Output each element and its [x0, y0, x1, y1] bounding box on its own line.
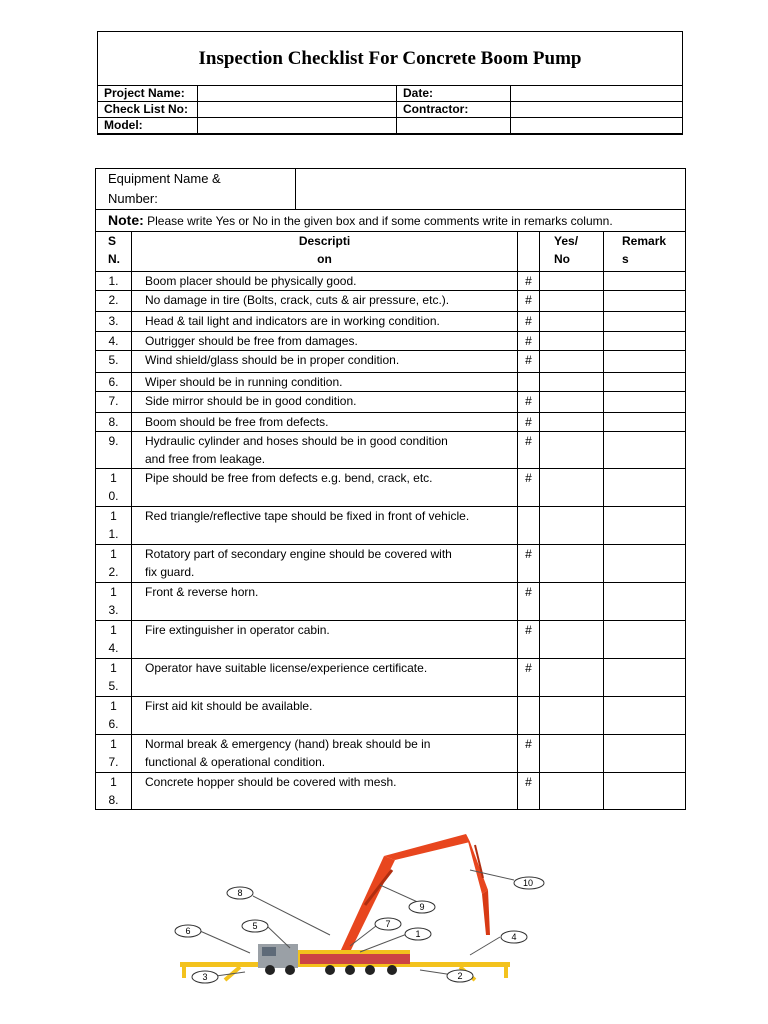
row-hash: #: [518, 469, 540, 507]
row-sn: [96, 312, 132, 332]
callout-8: [227, 887, 253, 899]
row-remarks-field[interactable]: [604, 659, 686, 697]
row-sn-line-2: 8.: [108, 793, 119, 807]
row-hash: #: [518, 773, 540, 810]
remarks-header-line-1: Remark: [622, 234, 667, 248]
equipment-label-line-1: Equipment Name &: [108, 171, 221, 186]
row-yes-no-field[interactable]: [540, 697, 604, 735]
table-row: [96, 545, 686, 583]
row-yes-no-field[interactable]: [540, 545, 604, 583]
row-description-line-1: Wind shield/glass should be in proper condition.: [145, 353, 400, 367]
row-sn-line-2: 2.: [108, 565, 119, 579]
row-yes-no-field[interactable]: [540, 373, 604, 392]
row-sn: [96, 332, 132, 351]
sn-header-line-2: N.: [108, 252, 120, 266]
row-sn-line-2: 4.: [108, 641, 119, 655]
boom-pump-diagram: [170, 830, 534, 985]
equipment-field[interactable]: [296, 169, 686, 210]
row-description: [132, 507, 518, 545]
row-yes-no-field[interactable]: [540, 469, 604, 507]
note-row: [96, 210, 686, 232]
hash-header: [518, 232, 540, 272]
row-sn: [96, 413, 132, 432]
row-hash: [518, 373, 540, 392]
check-list-no-label: Check List No:: [98, 102, 198, 118]
row-yes-no-field[interactable]: [540, 735, 604, 773]
note-text: Please write Yes or No in the given box and if some comments write in remarks column.: [143, 214, 613, 228]
row-description: [132, 272, 518, 291]
callout-4: [501, 931, 527, 943]
checklist-items: [96, 272, 686, 810]
callout-2-label: 2: [457, 971, 463, 981]
row-hash: #: [518, 413, 540, 432]
callout-1-label: 1: [415, 929, 421, 939]
row-hash: #: [518, 351, 540, 373]
row-sn-line-2: 3.: [108, 603, 119, 617]
row-description-line-1: Normal break & emergency (hand) break should be in: [145, 737, 431, 751]
table-row: [96, 735, 686, 773]
row-yes-no-field[interactable]: [540, 272, 604, 291]
row-description-line-1: Pipe should be free from defects e.g. bend, crack, etc.: [145, 471, 433, 485]
row-sn-line-1: 1: [110, 775, 117, 789]
row-description-line-1: First aid kit should be available.: [145, 699, 313, 713]
row-description: [132, 392, 518, 413]
row-description-line-1: Front & reverse horn.: [145, 585, 259, 599]
empty-field-cell[interactable]: [511, 118, 683, 134]
callout-1: [405, 928, 431, 940]
row-yes-no-field[interactable]: [540, 621, 604, 659]
project-name-field[interactable]: [198, 86, 397, 102]
row-description-line-1: Boom placer should be physically good.: [145, 274, 357, 288]
project-name-label: Project Name:: [98, 86, 198, 102]
row-sn-line-1: 1: [110, 699, 117, 713]
table-row: [96, 272, 686, 291]
table-row: [96, 392, 686, 413]
row-sn: [96, 291, 132, 312]
row-description-line-1: Operator have suitable license/experience certificate.: [145, 661, 428, 675]
row-sn: [96, 621, 132, 659]
row-hash: #: [518, 392, 540, 413]
check-list-no-field[interactable]: [198, 102, 397, 118]
row-description-line-2: and free from leakage.: [145, 452, 266, 466]
date-label: Date:: [397, 86, 511, 102]
row-yes-no-field[interactable]: [540, 332, 604, 351]
row-description: [132, 659, 518, 697]
row-description: [132, 351, 518, 373]
row-yes-no-field[interactable]: [540, 583, 604, 621]
row-sn-line-1: 3.: [108, 314, 119, 328]
callout-6-label: 6: [185, 926, 191, 936]
row-remarks-field[interactable]: [604, 697, 686, 735]
row-sn-line-1: 1: [110, 661, 117, 675]
row-description-line-1: Rotatory part of secondary engine should be covered with: [145, 547, 452, 561]
header-box: [97, 31, 683, 135]
row-sn: [96, 392, 132, 413]
callout-4-label: 4: [511, 932, 517, 942]
row-hash: #: [518, 545, 540, 583]
contractor-label: Contractor:: [397, 102, 511, 118]
table-row: [96, 583, 686, 621]
row-hash: [518, 697, 540, 735]
table-row: [96, 659, 686, 697]
row-sn-line-1: 9.: [108, 434, 119, 448]
table-row: [96, 351, 686, 373]
row-yes-no-field[interactable]: [540, 351, 604, 373]
row-hash: #: [518, 735, 540, 773]
row-remarks-field[interactable]: [604, 351, 686, 373]
row-sn-line-1: 6.: [108, 375, 119, 389]
table-row: [96, 469, 686, 507]
table-row: [96, 507, 686, 545]
table-row: [96, 773, 686, 810]
row-description-line-2: functional & operational condition.: [145, 755, 326, 769]
row-sn-line-1: 1.: [108, 274, 119, 288]
row-sn: [96, 373, 132, 392]
row-yes-no-field[interactable]: [540, 312, 604, 332]
row-remarks-field[interactable]: [604, 735, 686, 773]
table-row: [96, 291, 686, 312]
callout-7: [375, 918, 401, 930]
callout-9-label: 9: [419, 902, 425, 912]
row-sn-line-1: 1: [110, 737, 117, 751]
row-description-line-1: Boom should be free from defects.: [145, 415, 329, 429]
row-yes-no-field[interactable]: [540, 773, 604, 810]
row-sn: [96, 432, 132, 469]
date-field[interactable]: [511, 86, 683, 102]
model-label: Model:: [98, 118, 198, 134]
row-sn: [96, 507, 132, 545]
row-sn-line-1: 1: [110, 471, 117, 485]
callout-7-label: 7: [385, 919, 391, 929]
row-remarks-field[interactable]: [604, 583, 686, 621]
callout-2: [447, 970, 473, 982]
row-sn: [96, 469, 132, 507]
yes-no-header: [540, 232, 604, 272]
equipment-label: [96, 169, 296, 210]
row-description-line-1: Concrete hopper should be covered with mesh.: [145, 775, 397, 789]
row-sn-line-2: 7.: [108, 755, 119, 769]
description-header-line-2: on: [317, 252, 332, 266]
row-sn-line-2: 6.: [108, 717, 119, 731]
row-hash: #: [518, 432, 540, 469]
table-row: [96, 697, 686, 735]
table-row: [96, 373, 686, 392]
row-description-line-1: Side mirror should be in good condition.: [145, 394, 357, 408]
row-description: [132, 621, 518, 659]
row-description-line-1: Hydraulic cylinder and hoses should be in good condition: [145, 434, 448, 448]
row-sn: [96, 545, 132, 583]
callout-10-label: 10: [522, 878, 534, 888]
equipment-label-line-2: Number:: [108, 191, 158, 206]
row-hash: #: [518, 659, 540, 697]
row-description: [132, 373, 518, 392]
callout-6: [175, 925, 201, 937]
row-sn-line-1: 5.: [108, 353, 119, 367]
row-sn-line-1: 4.: [108, 334, 119, 348]
row-yes-no-field[interactable]: [540, 413, 604, 432]
callout-5-label: 5: [252, 921, 258, 931]
row-description: [132, 697, 518, 735]
table-row: [96, 621, 686, 659]
row-sn: [96, 735, 132, 773]
row-description-line-1: Wiper should be in running condition.: [145, 375, 343, 389]
row-sn-line-1: 1: [110, 547, 117, 561]
row-sn: [96, 773, 132, 810]
row-remarks-field[interactable]: [604, 432, 686, 469]
document-title: Inspection Checklist For Concrete Boom Pump: [198, 48, 582, 69]
note-label: Note:: [108, 212, 144, 228]
row-sn-line-2: 0.: [108, 489, 119, 503]
row-remarks-field[interactable]: [604, 392, 686, 413]
row-description-line-1: Fire extinguisher in operator cabin.: [145, 623, 330, 637]
row-description: [132, 735, 518, 773]
remarks-header-line-2: s: [622, 252, 629, 266]
description-header: [132, 232, 518, 272]
row-hash: #: [518, 291, 540, 312]
row-description: [132, 432, 518, 469]
row-sn: [96, 583, 132, 621]
yes-no-header-line-1: Yes/: [554, 234, 579, 248]
row-sn-line-1: 1: [110, 509, 117, 523]
table-row: [96, 432, 686, 469]
row-sn: [96, 697, 132, 735]
row-sn: [96, 659, 132, 697]
row-yes-no-field[interactable]: [540, 659, 604, 697]
callout-8-label: 8: [237, 888, 243, 898]
sn-header-line-1: S: [108, 234, 117, 248]
row-description: [132, 583, 518, 621]
row-yes-no-field[interactable]: [540, 392, 604, 413]
row-remarks-field[interactable]: [604, 312, 686, 332]
row-sn: [96, 351, 132, 373]
row-description: [132, 312, 518, 332]
row-sn-line-1: 8.: [108, 415, 119, 429]
row-remarks-field[interactable]: [604, 507, 686, 545]
row-remarks-field[interactable]: [604, 413, 686, 432]
row-remarks-field[interactable]: [604, 773, 686, 810]
callout-9: [409, 901, 435, 913]
row-remarks-field[interactable]: [604, 373, 686, 392]
row-remarks-field[interactable]: [604, 272, 686, 291]
row-sn-line-1: 1: [110, 585, 117, 599]
row-description: [132, 413, 518, 432]
callout-10: [514, 877, 544, 889]
row-remarks-field[interactable]: [604, 291, 686, 312]
row-remarks-field[interactable]: [604, 332, 686, 351]
row-description-line-1: Outrigger should be free from damages.: [145, 334, 358, 348]
row-description-line-1: Head & tail light and indicators are in working condition.: [145, 314, 440, 328]
sn-header: [96, 232, 132, 272]
row-yes-no-field[interactable]: [540, 291, 604, 312]
row-hash: #: [518, 583, 540, 621]
row-sn-line-1: 7.: [108, 394, 119, 408]
truck: [258, 944, 410, 975]
row-hash: #: [518, 621, 540, 659]
contractor-field[interactable]: [511, 102, 683, 118]
description-header-line-1: Descripti: [298, 234, 351, 248]
model-field[interactable]: [198, 118, 397, 134]
row-sn-line-2: 5.: [108, 679, 119, 693]
row-sn-line-2: 1.: [108, 527, 119, 541]
row-sn: [96, 272, 132, 291]
row-remarks-field[interactable]: [604, 469, 686, 507]
row-yes-no-field[interactable]: [540, 432, 604, 469]
table-row: [96, 312, 686, 332]
row-hash: [518, 507, 540, 545]
callout-3: [192, 971, 218, 983]
row-description: [132, 545, 518, 583]
callout-5: [242, 920, 268, 932]
table-row: [96, 332, 686, 351]
callout-3-label: 3: [202, 972, 208, 982]
table-row: [96, 413, 686, 432]
row-sn-line-1: 2.: [108, 293, 119, 307]
row-hash: #: [518, 272, 540, 291]
row-description-line-1: No damage in tire (Bolts, crack, cuts & air pressure, etc.).: [145, 293, 450, 307]
row-yes-no-field[interactable]: [540, 507, 604, 545]
row-description-line-1: Red triangle/reflective tape should be fixed in front of vehicle.: [145, 509, 470, 523]
checklist-table: [95, 168, 686, 810]
row-description: [132, 469, 518, 507]
row-sn-line-1: 1: [110, 623, 117, 637]
row-description: [132, 773, 518, 810]
row-remarks-field[interactable]: [604, 545, 686, 583]
project-info-table: [97, 85, 683, 134]
remarks-header: [604, 232, 686, 272]
row-description-line-2: fix guard.: [145, 565, 195, 579]
row-description: [132, 332, 518, 351]
row-description: [132, 291, 518, 312]
row-hash: #: [518, 332, 540, 351]
empty-label-cell: [397, 118, 511, 134]
row-hash: #: [518, 312, 540, 332]
row-remarks-field[interactable]: [604, 621, 686, 659]
yes-no-header-line-2: No: [554, 252, 571, 266]
